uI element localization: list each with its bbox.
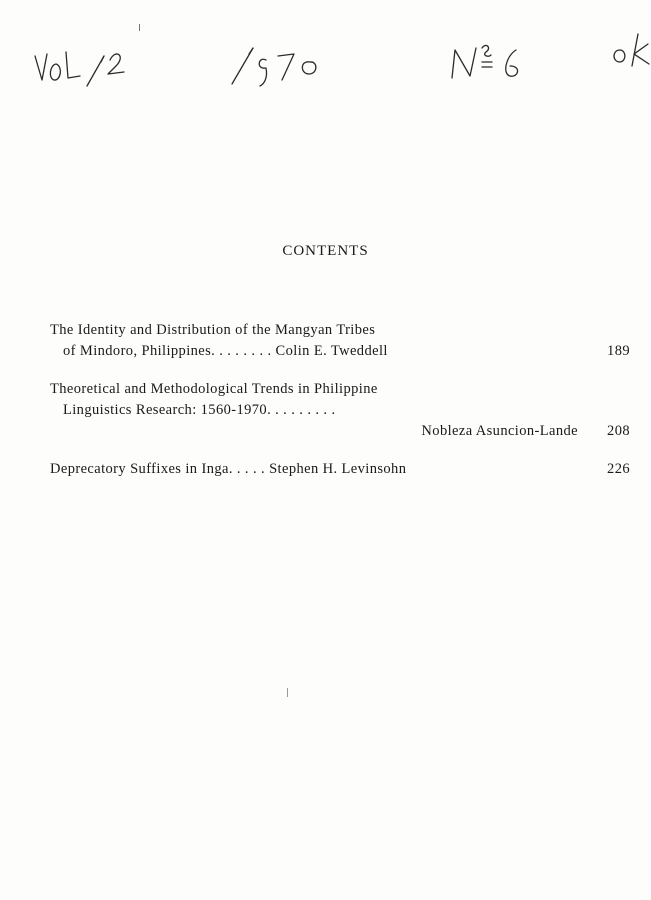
toc-entry: [50, 379, 630, 442]
toc-entry-title: Deprecatory Suffixes in Inga. . . . . Stephen H. Levinsohn: [50, 461, 407, 477]
paper-speck: [139, 24, 140, 31]
handwritten-issue-number: [452, 45, 518, 78]
page-title: CONTENTS: [282, 243, 369, 259]
toc-entry-title-author-line: [50, 459, 630, 480]
handwritten-year: [232, 48, 316, 86]
handwritten-annotations: [0, 28, 651, 108]
paper-speck: [287, 688, 288, 697]
toc-entry-author-line: [50, 421, 630, 442]
toc-page-number: 226: [607, 461, 630, 477]
toc-page-number: 208: [607, 423, 630, 439]
handwritten-volume-number: [87, 54, 124, 86]
toc-author: Nobleza Asuncion-Lande: [421, 423, 578, 439]
handwritten-vol: [35, 52, 80, 80]
handwritten-ok: [614, 34, 649, 66]
toc-entry-title-author-line: [50, 341, 630, 362]
table-of-contents: [50, 320, 630, 480]
toc-entry: [50, 320, 630, 362]
toc-entry: [50, 459, 630, 480]
toc-entry-title-continuation: Linguistics Research: 1560-1970. . . . . . . . .: [63, 402, 336, 418]
toc-entry-title-continuation: of Mindoro, Philippines. . . . . . . . Colin E. Tweddell: [63, 343, 388, 359]
toc-entry-title-line: Theoretical and Methodological Trends in Philippine: [50, 381, 378, 397]
toc-page-number: 189: [607, 343, 630, 359]
toc-entry-title-line: The Identity and Distribution of the Mangyan Tribes: [50, 322, 376, 338]
